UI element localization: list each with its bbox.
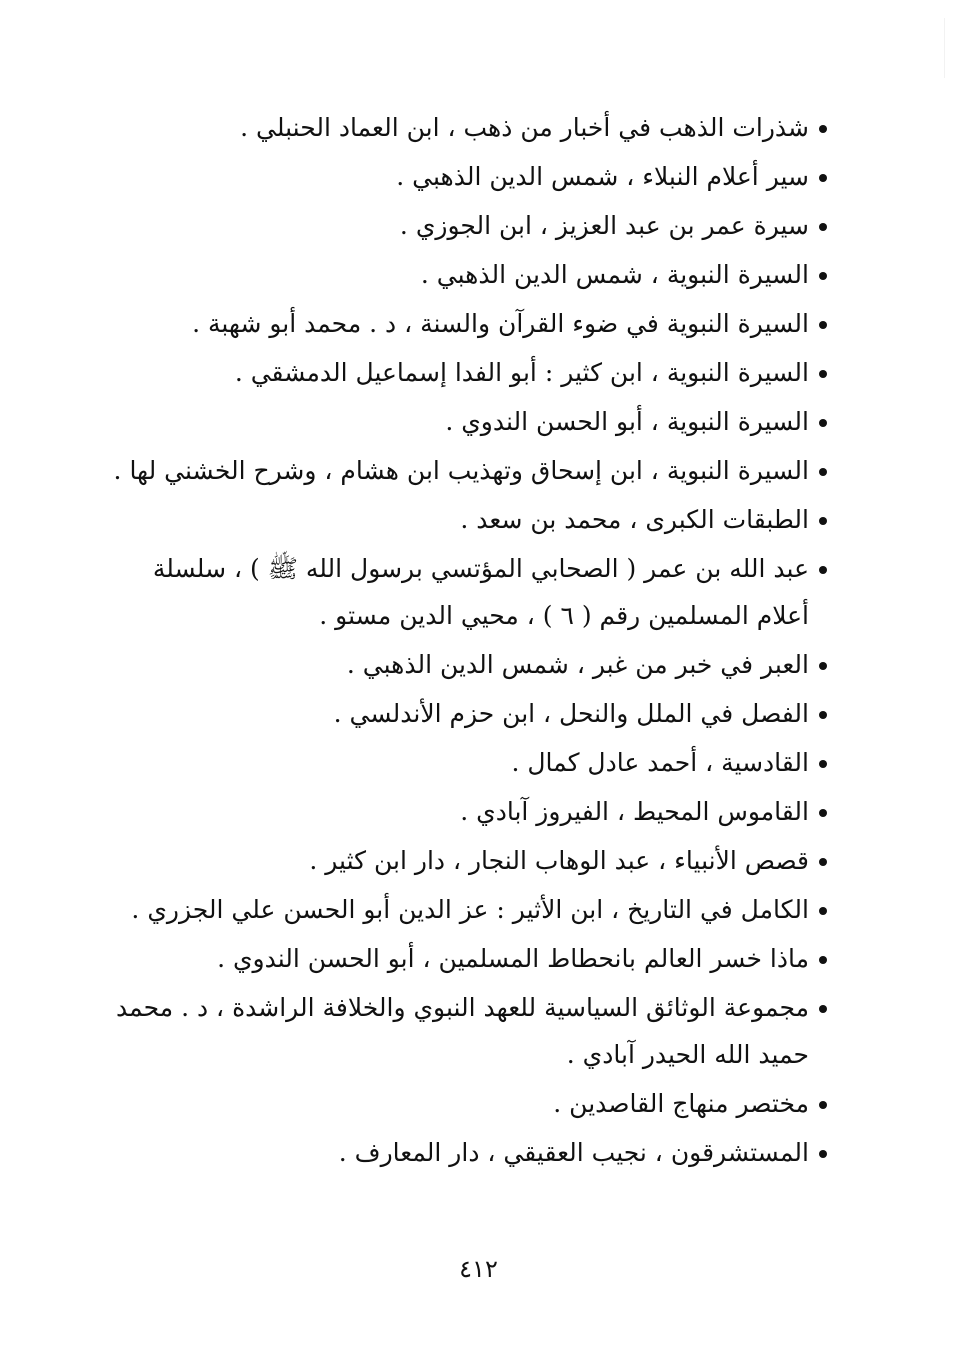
reference-text: الفصل في الملل والنحل ، ابن حزم الأندلسي . [333, 699, 809, 728]
bullet-icon [819, 223, 827, 231]
reference-item [109, 202, 809, 249]
reference-text: عبد الله بن عمر ( الصحابي المؤتسي برسول الله ﷺ ) ، سلسلة أعلام المسلمين رقم ( ٦ ) ، محيي الدين مستو . [152, 554, 809, 630]
bullet-icon [819, 662, 827, 670]
page-number: ٤١٢ [459, 1255, 498, 1283]
reference-item [109, 545, 809, 639]
reference-item [109, 447, 809, 494]
reference-text: السيرة النبوية ، شمس الدين الذهبي . [420, 260, 809, 289]
reference-item [109, 886, 809, 933]
bullet-icon [819, 858, 827, 866]
reference-item [109, 300, 809, 347]
bullet-icon [819, 1005, 827, 1013]
bullet-icon [819, 174, 827, 182]
bullet-icon [819, 760, 827, 768]
reference-item [109, 641, 809, 688]
reference-text: ماذا خسر العالم بانحطاط المسلمين ، أبو الحسن الندوي . [217, 944, 809, 973]
bullet-icon [819, 1101, 827, 1109]
bullet-icon [819, 711, 827, 719]
reference-text: المستشرقون ، نجيب العقيقي ، دار المعارف . [338, 1138, 809, 1167]
reference-item [109, 104, 809, 151]
reference-item [109, 153, 809, 200]
reference-text: الطبقات الكبرى ، محمد بن سعد . [460, 505, 809, 534]
reference-text: قصص الأنبياء ، عبد الوهاب النجار ، دار ابن كثير . [309, 846, 809, 875]
reference-text: سيرة عمر بن عبد العزيز ، ابن الجوزي . [399, 211, 809, 240]
reference-text: القادسية ، أحمد عادل كمال . [511, 748, 809, 777]
bullet-icon [819, 566, 827, 574]
bullet-icon [819, 517, 827, 525]
reference-item [109, 349, 809, 396]
reference-text: السيرة النبوية ، ابن إسحاق وتهذيب ابن هشام ، وشرح الخشني لها . [113, 456, 809, 485]
reference-item [109, 690, 809, 737]
margin-mark [944, 18, 945, 78]
bullet-icon [819, 956, 827, 964]
bullet-icon [819, 468, 827, 476]
reference-item [109, 1129, 809, 1176]
bullet-icon [819, 419, 827, 427]
reference-text: سير أعلام النبلاء ، شمس الدين الذهبي . [396, 162, 809, 191]
reference-item [109, 496, 809, 543]
bullet-icon [819, 321, 827, 329]
reference-item [109, 788, 809, 835]
reference-item [109, 739, 809, 786]
reference-item [109, 984, 809, 1078]
reference-text: السيرة النبوية في ضوء القرآن والسنة ، د . محمد أبو شهبة . [192, 309, 809, 338]
reference-text: شذرات الذهب في أخبار من ذهب ، ابن العماد الحنبلي . [240, 113, 809, 142]
reference-text: السيرة النبوية ، أبو الحسن الندوي . [445, 407, 809, 436]
reference-text: الكامل في التاريخ ، ابن الأثير : عز الدين أبو الحسن علي الجزري . [131, 895, 809, 924]
reference-list [109, 104, 809, 1178]
reference-item [109, 1080, 809, 1127]
bullet-icon [819, 125, 827, 133]
reference-text: السيرة النبوية ، ابن كثير : أبو الفدا إسماعيل الدمشقي . [234, 358, 809, 387]
bullet-icon [819, 809, 827, 817]
reference-text: العبر في خبر من غبر ، شمس الدين الذهبي . [346, 650, 809, 679]
bullet-icon [819, 370, 827, 378]
reference-item [109, 935, 809, 982]
reference-text: مختصر منهاج القاصدين . [553, 1089, 809, 1118]
reference-text: القاموس المحيط ، الفيروز آبادي . [460, 797, 809, 826]
reference-text: مجموعة الوثائق السياسية للعهد النبوي والخلافة الراشدة ، د . محمد حميد الله الحيدر آبادي . [116, 993, 809, 1069]
reference-item [109, 398, 809, 445]
bullet-icon [819, 272, 827, 280]
reference-item [109, 251, 809, 298]
bullet-icon [819, 1150, 827, 1158]
bullet-icon [819, 907, 827, 915]
reference-item [109, 837, 809, 884]
